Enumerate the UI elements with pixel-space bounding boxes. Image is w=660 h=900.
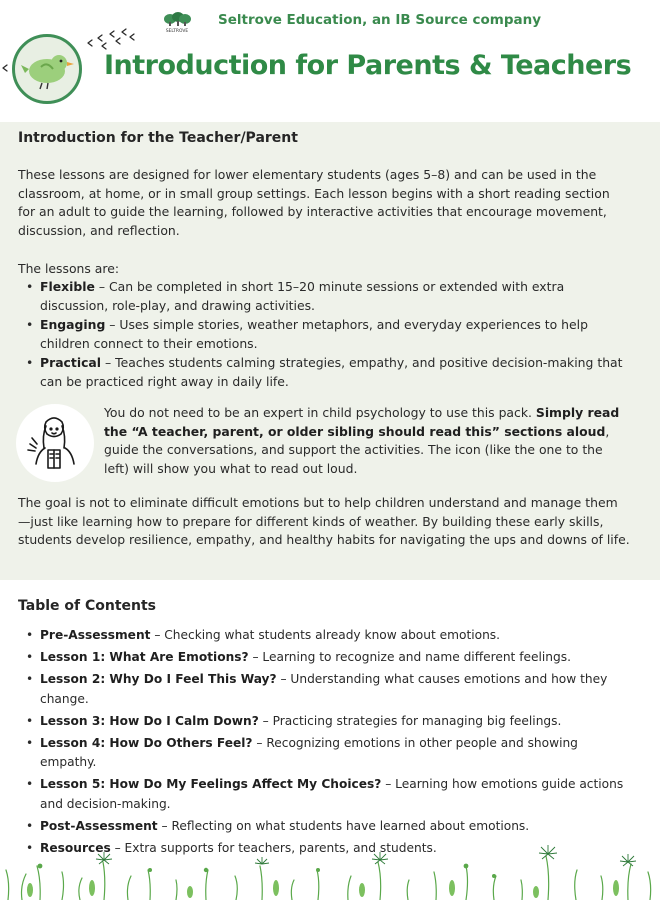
toc-item-title: Resources xyxy=(40,841,111,856)
grass-flowers-decoration xyxy=(0,838,660,900)
toc-list xyxy=(24,626,624,861)
toc-item xyxy=(24,648,624,668)
toc-item-desc: – Practicing strategies for managing big feelings. xyxy=(258,713,562,728)
toc-item xyxy=(24,817,624,837)
reader-text-after: , guide the conversations, and support the activities. The icon (like the one to the left) will show you what to read out loud. xyxy=(104,423,610,476)
toc-item-title: Lesson 2: Why Do I Feel This Way? xyxy=(40,672,277,687)
list-item-term: Practical xyxy=(40,355,102,371)
reader-icon-badge xyxy=(16,404,94,482)
toc-item xyxy=(24,712,624,732)
bird-badge xyxy=(12,34,82,104)
list-item xyxy=(24,316,624,353)
toc-item-title: Lesson 1: What Are Emotions? xyxy=(40,650,249,665)
list-item xyxy=(24,278,624,315)
toc-item-desc: – Learning how emotions guide actions and decision-making. xyxy=(40,777,624,811)
seltrove-logo-icon xyxy=(162,11,192,33)
logo-wordmark: SELTROVE xyxy=(165,29,189,33)
toc-item xyxy=(24,670,624,709)
bird-icon xyxy=(15,37,79,101)
toc-item-desc: – Reflecting on what students have learned about emotions. xyxy=(157,819,530,834)
list-item-text: – Teaches students calming strategies, empathy, and positive decision-making that can be practiced right away in daily life. xyxy=(40,355,623,389)
goal-paragraph: The goal is not to eliminate difficult emotions but to help children understand and manage them—just like learning how to prepare for different kinds of weather. By building these early skills, students develop resilience, empathy, and healthy habits for navigating the ups and downs of life. xyxy=(18,495,630,548)
page-header xyxy=(0,0,660,120)
list-item-term: Engaging xyxy=(40,317,106,333)
toc-item-title: Pre-Assessment xyxy=(40,628,151,642)
lessons-are-label: The lessons are: xyxy=(18,261,120,276)
intro-paragraph: These lessons are designed for lower elementary students (ages 5–8) and can be used in the classroom, at home, or in small group settings. Each lesson begins with a short reading section for an adult to guide the learning, followed by interactive activities that encourage movement, discussion, and reflection. xyxy=(18,167,610,238)
reading-person-icon xyxy=(16,404,94,482)
list-item-text: – Can be completed in short 15–20 minute sessions or extended with extra discussion, role-play, and drawing activities. xyxy=(40,279,565,313)
reader-instructions xyxy=(104,404,630,478)
toc-item-title: Lesson 5: How Do My Feelings Affect My Choices? xyxy=(40,777,382,792)
toc-item-title: Post-Assessment xyxy=(40,819,158,834)
toc-item-desc: – Checking what students already know about emotions. xyxy=(150,628,501,642)
toc-item xyxy=(24,626,624,646)
intro-heading: Introduction for the Teacher/Parent xyxy=(18,130,298,146)
list-item-term: Flexible xyxy=(40,279,95,294)
toc-item-title: Lesson 4: How Do Others Feel? xyxy=(40,735,253,750)
toc-item xyxy=(24,775,624,814)
list-item xyxy=(24,354,624,391)
company-name: Seltrove Education, an IB Source company xyxy=(218,12,542,28)
toc-item-desc: – Understanding what causes emotions and how they change. xyxy=(40,672,608,706)
lesson-qualities-list xyxy=(24,278,624,393)
toc-item xyxy=(24,734,624,773)
list-item-text: – Uses simple stories, weather metaphors, and everyday experiences to help children connect to their emotions. xyxy=(40,317,588,351)
toc-item-desc: – Learning to recognize and name different feelings. xyxy=(248,650,571,665)
toc-item-desc: – Recognizing emotions in other people and showing empathy. xyxy=(40,735,578,770)
toc-heading: Table of Contents xyxy=(18,598,157,614)
toc-item-desc: – Extra supports for teachers, parents, and students. xyxy=(110,841,437,856)
toc-item-title: Lesson 3: How Do I Calm Down? xyxy=(40,713,259,728)
reader-text-bold: Simply read the “A teacher, parent, or older sibling should read this” sections aloud xyxy=(104,405,620,439)
reader-text-before: You do not need to be an expert in child psychology to use this pack. xyxy=(104,405,536,420)
page-title: Introduction for Parents & Teachers xyxy=(104,50,632,81)
